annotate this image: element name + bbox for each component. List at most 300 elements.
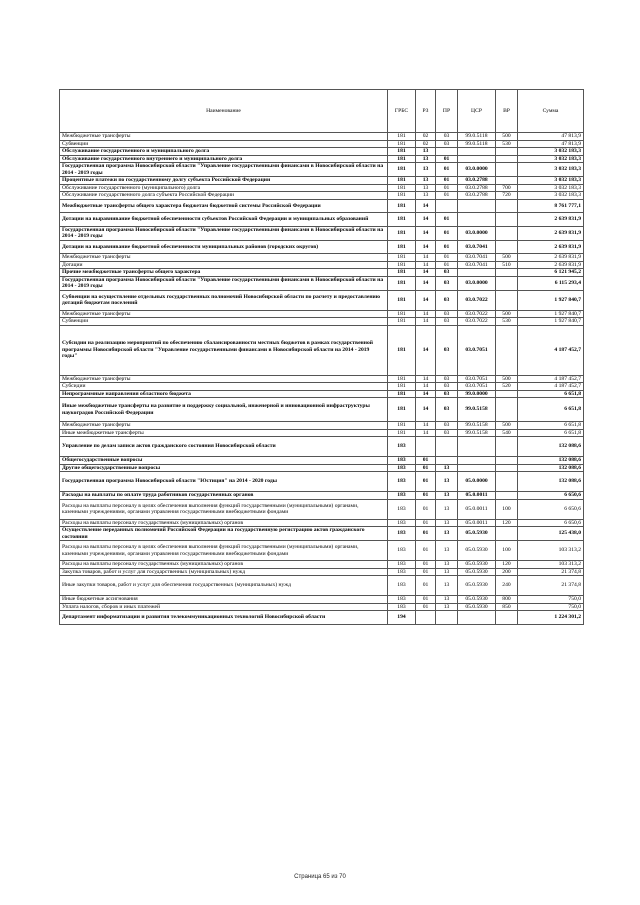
cell-name: Уплата налогов, сборов и иных платежей	[60, 603, 388, 611]
cell-sum: 132 088,6	[518, 464, 584, 472]
cell-grbs: 183	[388, 603, 416, 611]
cell-name: Департамент информатизации и развития телекоммуникационных технологий Новосибирской области	[60, 611, 388, 625]
cell-name: Субсидии на реализацию мероприятий по обеспечению сбалансированности местных бюджетов в рамках государственной программы Новосибирской области "Управление государственными финансами в Новосибирской области на 2014 - 2019 годы"	[60, 325, 388, 375]
cell-csr	[458, 437, 496, 457]
cell-csr	[458, 269, 496, 277]
cell-vr: 520	[496, 383, 518, 391]
cell-vr: 530	[496, 140, 518, 148]
cell-vr	[496, 290, 518, 310]
cell-vr	[496, 527, 518, 541]
cell-rz: 14	[416, 199, 436, 213]
cell-sum: 3 032 183,3	[518, 148, 584, 156]
cell-name: Государственная программа Новосибирской области "Управление государственными финансами в Новосибирской области на 2014 - 2019 годы	[60, 163, 388, 177]
cell-name: Государственная программа Новосибирской области "Юстиция" на 2014 - 2020 годы	[60, 472, 388, 492]
cell-csr: 03.0.2788	[458, 177, 496, 185]
cell-pr: 13	[436, 603, 458, 611]
cell-rz: 01	[416, 464, 436, 472]
cell-pr: 01	[436, 213, 458, 227]
cell-csr: 03.0.7051	[458, 325, 496, 375]
table-row	[60, 226, 584, 240]
cell-rz: 02	[416, 140, 436, 148]
table-row	[60, 383, 584, 391]
cell-csr: 03.0.7041	[458, 240, 496, 254]
cell-grbs: 183	[388, 527, 416, 541]
cell-csr: 05.0.0000	[458, 472, 496, 492]
cell-name: Обслуживание государственного (муниципального) долга	[60, 184, 388, 192]
cell-sum: 3 032 183,3	[518, 163, 584, 177]
cell-csr: 05.0.5930	[458, 576, 496, 596]
cell-vr	[496, 472, 518, 492]
cell-pr: 03	[436, 383, 458, 391]
cell-grbs: 181	[388, 163, 416, 177]
header-name: Наименование	[60, 90, 388, 133]
cell-sum: 6 650,6	[518, 492, 584, 500]
cell-vr: 510	[496, 261, 518, 269]
table-row	[60, 240, 584, 254]
cell-grbs: 183	[388, 541, 416, 561]
table-row	[60, 429, 584, 437]
cell-sum: 2 639 831,9	[518, 226, 584, 240]
cell-name: Межбюджетные трансферты	[60, 310, 388, 318]
cell-grbs: 183	[388, 492, 416, 500]
cell-name: Обслуживание государственного долга субъекта Российской Федерации	[60, 192, 388, 200]
cell-csr: 03.0.2788	[458, 192, 496, 200]
cell-vr	[496, 390, 518, 398]
cell-rz: 01	[416, 527, 436, 541]
table-row	[60, 375, 584, 383]
cell-grbs: 194	[388, 611, 416, 625]
table-row	[60, 290, 584, 310]
cell-vr	[496, 611, 518, 625]
table-row	[60, 155, 584, 163]
cell-vr	[496, 457, 518, 465]
cell-pr: 01	[436, 177, 458, 185]
cell-sum: 750,0	[518, 596, 584, 604]
cell-rz: 14	[416, 290, 436, 310]
cell-grbs: 181	[388, 276, 416, 290]
cell-csr: 03.0.7022	[458, 318, 496, 326]
header-grbs: ГРБС	[388, 90, 416, 133]
cell-csr: 05.0.0011	[458, 492, 496, 500]
table-row	[60, 457, 584, 465]
cell-csr: 03.0.7051	[458, 375, 496, 383]
cell-sum: 6 651,8	[518, 429, 584, 437]
cell-name: Прочие межбюджетные трансферты общего характера	[60, 269, 388, 277]
cell-pr: 13	[436, 519, 458, 527]
cell-rz: 14	[416, 276, 436, 290]
table-row	[60, 464, 584, 472]
cell-rz	[416, 437, 436, 457]
cell-sum: 1 224 301,2	[518, 611, 584, 625]
cell-vr	[496, 269, 518, 277]
cell-name: Межбюджетные трансферты общего характера бюджетам бюджетной системы Российской Федерации	[60, 199, 388, 213]
cell-name: Межбюджетные трансферты	[60, 422, 388, 430]
header-rz: РЗ	[416, 90, 436, 133]
cell-csr: 03.0.7041	[458, 261, 496, 269]
cell-grbs: 181	[388, 192, 416, 200]
cell-rz: 14	[416, 429, 436, 437]
cell-grbs: 181	[388, 310, 416, 318]
cell-rz: 01	[416, 568, 436, 576]
cell-vr	[496, 325, 518, 375]
cell-rz: 01	[416, 457, 436, 465]
cell-sum: 1 927 840,7	[518, 318, 584, 326]
cell-rz: 14	[416, 383, 436, 391]
cell-vr: 850	[496, 603, 518, 611]
table-body	[60, 133, 584, 625]
cell-grbs: 181	[388, 155, 416, 163]
cell-grbs: 183	[388, 576, 416, 596]
cell-pr: 03	[436, 390, 458, 398]
cell-grbs: 183	[388, 472, 416, 492]
cell-pr: 13	[436, 596, 458, 604]
table-row	[60, 541, 584, 561]
table-row	[60, 213, 584, 227]
cell-rz: 01	[416, 596, 436, 604]
cell-grbs: 181	[388, 269, 416, 277]
cell-rz: 01	[416, 472, 436, 492]
cell-vr: 500	[496, 254, 518, 262]
cell-vr: 500	[496, 375, 518, 383]
cell-pr	[436, 611, 458, 625]
cell-sum: 47 813,9	[518, 140, 584, 148]
cell-grbs: 181	[388, 390, 416, 398]
header-sum: Сумма	[518, 90, 584, 133]
cell-grbs: 181	[388, 184, 416, 192]
cell-sum: 21 374,8	[518, 568, 584, 576]
cell-csr: 05.0.5930	[458, 541, 496, 561]
cell-csr: 03.0.2788	[458, 184, 496, 192]
cell-vr	[496, 464, 518, 472]
table-row	[60, 527, 584, 541]
cell-rz: 14	[416, 213, 436, 227]
header-csr: ЦСР	[458, 90, 496, 133]
cell-sum: 47 813,9	[518, 133, 584, 141]
cell-name: Межбюджетные трансферты	[60, 133, 388, 141]
cell-grbs: 181	[388, 422, 416, 430]
cell-pr: 01	[436, 261, 458, 269]
cell-vr	[496, 213, 518, 227]
cell-vr	[496, 155, 518, 163]
cell-sum: 4 187 452,7	[518, 375, 584, 383]
cell-rz: 01	[416, 576, 436, 596]
cell-csr: 99.0.5158	[458, 422, 496, 430]
cell-vr	[496, 148, 518, 156]
cell-grbs: 181	[388, 318, 416, 326]
table-row	[60, 576, 584, 596]
cell-grbs: 181	[388, 240, 416, 254]
cell-sum: 6 650,6	[518, 519, 584, 527]
cell-grbs: 181	[388, 429, 416, 437]
cell-rz: 13	[416, 163, 436, 177]
cell-pr: 03	[436, 325, 458, 375]
cell-pr	[436, 457, 458, 465]
cell-sum: 3 032 183,3	[518, 184, 584, 192]
cell-pr: 03	[436, 290, 458, 310]
cell-name: Государственная программа Новосибирской области "Управление государственными финансами в Новосибирской области на 2014 - 2019 годы	[60, 226, 388, 240]
cell-csr: 05.0.5930	[458, 568, 496, 576]
cell-vr: 500	[496, 310, 518, 318]
cell-vr	[496, 437, 518, 457]
cell-name: Дотации	[60, 261, 388, 269]
cell-csr: 05.0.5930	[458, 527, 496, 541]
cell-sum: 125 438,0	[518, 527, 584, 541]
cell-rz: 01	[416, 541, 436, 561]
cell-rz: 01	[416, 519, 436, 527]
cell-sum: 8 761 777,1	[518, 199, 584, 213]
cell-rz: 14	[416, 318, 436, 326]
cell-name: Непрограммные направления областного бюджета	[60, 390, 388, 398]
cell-pr: 01	[436, 226, 458, 240]
cell-csr: 05.0.5930	[458, 603, 496, 611]
cell-csr: 05.0.0011	[458, 499, 496, 519]
table-row	[60, 325, 584, 375]
cell-rz: 01	[416, 499, 436, 519]
cell-pr: 01	[436, 254, 458, 262]
cell-grbs: 183	[388, 519, 416, 527]
cell-pr: 13	[436, 541, 458, 561]
cell-vr	[496, 199, 518, 213]
cell-sum: 132 088,6	[518, 457, 584, 465]
cell-sum: 6 651,8	[518, 398, 584, 422]
table-row	[60, 390, 584, 398]
cell-csr: 99.0.0000	[458, 390, 496, 398]
cell-sum: 3 032 183,3	[518, 192, 584, 200]
cell-pr: 13	[436, 472, 458, 492]
cell-name: Субвенции	[60, 140, 388, 148]
cell-grbs: 181	[388, 290, 416, 310]
cell-sum: 2 639 831,9	[518, 240, 584, 254]
table-row	[60, 499, 584, 519]
cell-grbs: 181	[388, 213, 416, 227]
cell-grbs: 181	[388, 199, 416, 213]
header-vr: ВР	[496, 90, 518, 133]
cell-name: Межбюджетные трансферты	[60, 375, 388, 383]
table-row	[60, 568, 584, 576]
cell-pr: 13	[436, 492, 458, 500]
cell-pr: 03	[436, 276, 458, 290]
table-row	[60, 318, 584, 326]
cell-pr: 03	[436, 422, 458, 430]
cell-grbs: 181	[388, 383, 416, 391]
table-row	[60, 398, 584, 422]
cell-grbs: 181	[388, 375, 416, 383]
cell-rz: 14	[416, 390, 436, 398]
cell-csr: 03.0.7022	[458, 290, 496, 310]
cell-name: Обслуживание государственного и муниципального долга	[60, 148, 388, 156]
cell-name: Процентные платежи по государственному долгу субъекта Российской Федерации	[60, 177, 388, 185]
cell-csr: 05.0.0011	[458, 519, 496, 527]
cell-vr	[496, 226, 518, 240]
cell-rz: 14	[416, 422, 436, 430]
cell-name: Расходы на выплаты персоналу в целях обеспечения выполнения функций государственными (муниципальными) органами, казенными учреждениями, органами управления государственными внебюджетными фондами	[60, 499, 388, 519]
cell-rz: 14	[416, 240, 436, 254]
cell-csr: 03.0.0000	[458, 276, 496, 290]
table-row	[60, 192, 584, 200]
cell-vr: 500	[496, 133, 518, 141]
cell-grbs: 183	[388, 596, 416, 604]
cell-vr: 240	[496, 576, 518, 596]
cell-vr	[496, 398, 518, 422]
cell-csr: 03.0.7041	[458, 254, 496, 262]
cell-pr: 03	[436, 310, 458, 318]
cell-grbs: 181	[388, 254, 416, 262]
table-row	[60, 148, 584, 156]
cell-name: Обслуживание государственного внутреннего и муниципального долга	[60, 155, 388, 163]
cell-name: Расходы на выплаты по оплате труда работников государственных органов	[60, 492, 388, 500]
cell-pr: 13	[436, 561, 458, 569]
cell-grbs: 181	[388, 226, 416, 240]
cell-vr: 120	[496, 561, 518, 569]
table-header-row	[60, 90, 584, 133]
cell-name: Субвенции	[60, 318, 388, 326]
cell-sum: 2 639 831,9	[518, 254, 584, 262]
cell-pr: 03	[436, 269, 458, 277]
table-row	[60, 261, 584, 269]
cell-csr: 99.0.5118	[458, 140, 496, 148]
cell-csr	[458, 611, 496, 625]
cell-csr	[458, 213, 496, 227]
cell-rz: 01	[416, 561, 436, 569]
table-row	[60, 437, 584, 457]
cell-vr: 100	[496, 541, 518, 561]
cell-name: Управление по делам записи актов гражданского состояния Новосибирской области	[60, 437, 388, 457]
cell-rz: 14	[416, 398, 436, 422]
cell-pr: 13	[436, 576, 458, 596]
cell-sum: 6 650,6	[518, 499, 584, 519]
cell-pr: 01	[436, 240, 458, 254]
cell-sum: 4 187 452,7	[518, 325, 584, 375]
table-row	[60, 133, 584, 141]
cell-name: Иные межбюджетные трансферты	[60, 429, 388, 437]
cell-grbs: 181	[388, 177, 416, 185]
table-row	[60, 184, 584, 192]
cell-rz: 14	[416, 261, 436, 269]
cell-name: Закупка товаров, работ и услуг для государственных (муниципальных) нужд	[60, 568, 388, 576]
cell-name: Иные закупки товаров, работ и услуг для обеспечения государственных (муниципальных) нужд	[60, 576, 388, 596]
cell-sum: 4 187 452,7	[518, 383, 584, 391]
cell-pr: 13	[436, 464, 458, 472]
table-row	[60, 596, 584, 604]
cell-grbs: 181	[388, 148, 416, 156]
cell-name: Расходы на выплаты персоналу государственных (муниципальных) органов	[60, 561, 388, 569]
cell-rz: 14	[416, 310, 436, 318]
cell-sum: 6 121 945,2	[518, 269, 584, 277]
cell-pr: 03	[436, 318, 458, 326]
cell-csr: 03.0.7022	[458, 310, 496, 318]
cell-vr: 200	[496, 568, 518, 576]
cell-csr: 05.0.5930	[458, 596, 496, 604]
cell-csr	[458, 199, 496, 213]
cell-rz	[416, 611, 436, 625]
cell-vr	[496, 177, 518, 185]
cell-rz: 13	[416, 192, 436, 200]
cell-grbs: 183	[388, 561, 416, 569]
cell-pr: 13	[436, 499, 458, 519]
cell-rz: 14	[416, 226, 436, 240]
cell-vr: 120	[496, 519, 518, 527]
cell-name: Иные бюджетные ассигнования	[60, 596, 388, 604]
cell-rz: 13	[416, 155, 436, 163]
header-pr: ПР	[436, 90, 458, 133]
cell-rz: 14	[416, 325, 436, 375]
cell-rz: 14	[416, 254, 436, 262]
cell-grbs: 183	[388, 457, 416, 465]
table-row	[60, 140, 584, 148]
cell-csr: 99.0.5158	[458, 398, 496, 422]
cell-sum: 2 639 831,9	[518, 213, 584, 227]
cell-rz: 01	[416, 603, 436, 611]
cell-name: Государственная программа Новосибирской области "Управление государственными финансами в Новосибирской области на 2014 - 2019 годы	[60, 276, 388, 290]
cell-pr: 01	[436, 163, 458, 177]
cell-pr	[436, 199, 458, 213]
cell-pr: 01	[436, 155, 458, 163]
cell-rz: 02	[416, 133, 436, 141]
cell-vr: 720	[496, 192, 518, 200]
cell-sum: 6 651,8	[518, 422, 584, 430]
cell-name: Межбюджетные трансферты	[60, 254, 388, 262]
cell-name: Дотации на выравнивание бюджетной обеспеченности муниципальных районов (городских округов)	[60, 240, 388, 254]
cell-name: Другие общегосударственные вопросы	[60, 464, 388, 472]
cell-name: Субсидии	[60, 383, 388, 391]
cell-name: Общегосударственные вопросы	[60, 457, 388, 465]
cell-sum: 103 313,2	[518, 561, 584, 569]
cell-pr: 03	[436, 375, 458, 383]
cell-grbs: 183	[388, 499, 416, 519]
cell-sum: 750,0	[518, 603, 584, 611]
cell-vr: 500	[496, 422, 518, 430]
table-row	[60, 199, 584, 213]
cell-sum: 6 115 293,4	[518, 276, 584, 290]
cell-rz: 01	[416, 492, 436, 500]
cell-pr: 13	[436, 527, 458, 541]
table-row	[60, 472, 584, 492]
cell-csr: 99.0.5118	[458, 133, 496, 141]
cell-sum: 103 313,2	[518, 541, 584, 561]
cell-pr: 03	[436, 429, 458, 437]
cell-pr: 03	[436, 133, 458, 141]
cell-grbs: 183	[388, 568, 416, 576]
cell-grbs: 181	[388, 325, 416, 375]
cell-rz: 13	[416, 148, 436, 156]
table-row	[60, 519, 584, 527]
table-row	[60, 422, 584, 430]
cell-csr: 03.0.0000	[458, 163, 496, 177]
cell-name: Расходы на выплаты персоналу в целях обеспечения выполнения функций государственными (муниципальными) органами, казенными учреждениями, органами управления государственными внебюджетными фондами	[60, 541, 388, 561]
cell-sum: 132 088,6	[518, 437, 584, 457]
cell-name: Осуществление переданных полномочий Российской Федерации на государственную регистрацию актов гражданского состояния	[60, 527, 388, 541]
cell-csr	[458, 457, 496, 465]
cell-sum: 6 651,8	[518, 390, 584, 398]
cell-vr: 800	[496, 596, 518, 604]
cell-rz: 14	[416, 375, 436, 383]
cell-sum: 132 088,6	[518, 472, 584, 492]
cell-grbs: 183	[388, 464, 416, 472]
table-row	[60, 254, 584, 262]
cell-vr	[496, 276, 518, 290]
cell-name: Иные межбюджетные трансферты на развитие и поддержку социальной, инженерной и инновационной инфраструктуры наукоградов Российской Федерации	[60, 398, 388, 422]
cell-vr	[496, 163, 518, 177]
cell-pr: 01	[436, 184, 458, 192]
cell-pr	[436, 148, 458, 156]
table-row	[60, 561, 584, 569]
table-row	[60, 276, 584, 290]
cell-pr: 01	[436, 192, 458, 200]
cell-pr: 03	[436, 140, 458, 148]
cell-grbs: 181	[388, 140, 416, 148]
table-row	[60, 163, 584, 177]
table-row	[60, 177, 584, 185]
